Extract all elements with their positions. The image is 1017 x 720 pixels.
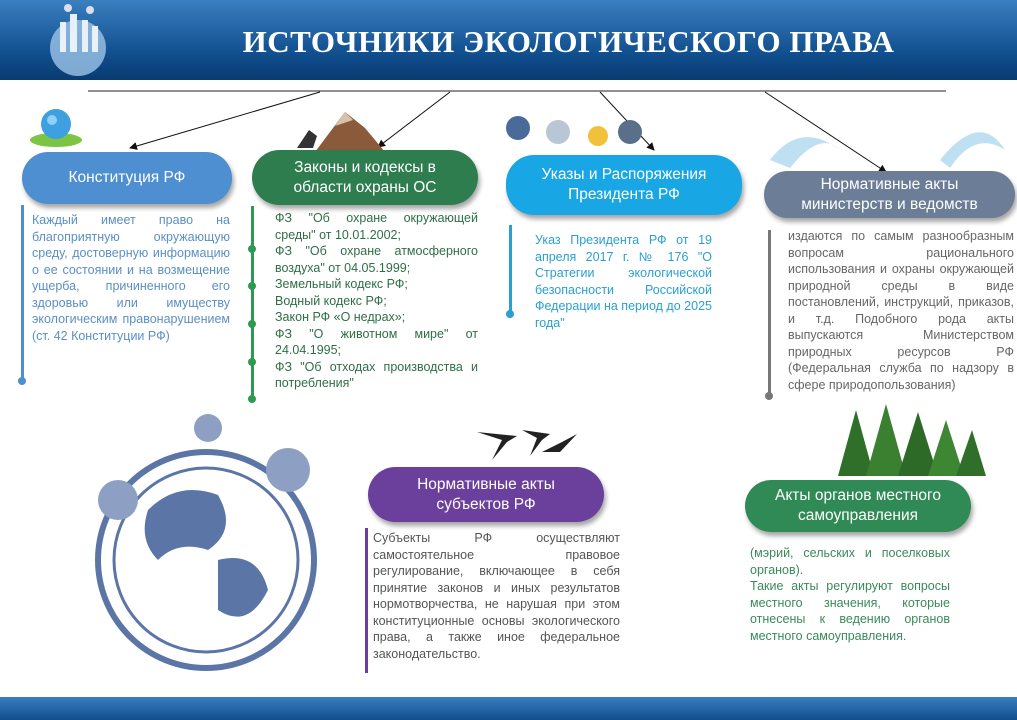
subjects-pill <box>368 467 604 522</box>
forest-icon <box>828 400 988 480</box>
ministries-timeline <box>768 230 771 395</box>
timeline-dot <box>18 377 26 385</box>
laws-label: Законы и кодексы в области охраны ОС <box>293 158 437 196</box>
water-splash-icon <box>760 110 1010 170</box>
constitution-pill <box>22 152 232 204</box>
constitution-label: Конституция РФ <box>68 169 186 186</box>
local-pill <box>745 480 971 532</box>
earth-leaves-icon <box>26 102 86 148</box>
constitution-text: Каждый имеет право на благоприятную окружающую среду, достоверную информацию о ее состоянии и на возмещение ущерба, причиненного его здоровью или имуществу экологическим правонарушением (ст. 42 Конституции РФ) <box>32 213 230 343</box>
timeline-dot <box>248 395 256 403</box>
footer-bar <box>0 697 1017 720</box>
birds-icon <box>472 412 582 470</box>
timeline-dot <box>248 245 256 253</box>
subjects-label: Нормативные акты субъектов РФ <box>417 475 555 513</box>
local-label: Акты органов местного самоуправления <box>775 487 941 524</box>
local-text: (мэрий, сельских и поселковых органов). Такие акты регулируют вопросы местного значения, которые отнесены к ведению органов местного самоуправления. <box>750 546 950 643</box>
subjects-timeline <box>365 528 368 673</box>
globe-illustration <box>88 400 328 685</box>
laws-text: ФЗ "Об охране окружающей среды" от 10.01.2002; ФЗ "Об охране атмосферного воздуха" от 04.05.1999; Земельный кодекс РФ; Водный кодекс РФ; Закон РФ «О недрах»; ФЗ "О животном мире" от 24.04.1995; ФЗ "Об отходах производства и потребления" <box>275 211 478 390</box>
timeline-dot <box>248 358 256 366</box>
page-title: ИСТОЧНИКИ ЭКОЛОГИЧЕСКОГО ПРАВА <box>242 24 895 59</box>
ministries-pill <box>764 171 1015 218</box>
mountain-excavator-icon <box>295 108 395 152</box>
decrees-text: Указ Президента РФ от 19 апреля 2017 г. № 176 "О Стратегии экологической безопасности Российской Федерации на период до 2025 года" <box>535 233 712 330</box>
ministries-text: издаются по самым разнообразным вопросам рационального использования и охраны окружающей природной среды в виде постановлений, инструкций, приказов, и т.д. Подобного рода акты выпускаются Министерством природных ресурсов РФ (Федеральная служба по надзору в сфере природопользования) <box>788 229 1014 392</box>
decrees-timeline <box>509 225 512 313</box>
timeline-dot <box>248 320 256 328</box>
laws-timeline <box>251 206 254 401</box>
decrees-pill <box>506 155 742 215</box>
subjects-text: Субъекты РФ осуществляют самостоятельное правовое регулирование, включающее в себя принятие законов и иных результатов нормотворчества, не нарушая при этом конституционные основы экологического права, а также иное федеральное законодательство. <box>373 531 620 661</box>
timeline-dot <box>506 310 514 318</box>
timeline-dot <box>765 392 773 400</box>
weather-icons <box>502 112 652 152</box>
laws-pill <box>252 150 478 205</box>
decrees-label: Указы и Распоряжения Президента РФ <box>541 166 707 203</box>
constitution-timeline <box>21 205 24 380</box>
timeline-dot <box>248 282 256 290</box>
ministries-label: Нормативные акты министерств и ведомств <box>801 175 978 213</box>
